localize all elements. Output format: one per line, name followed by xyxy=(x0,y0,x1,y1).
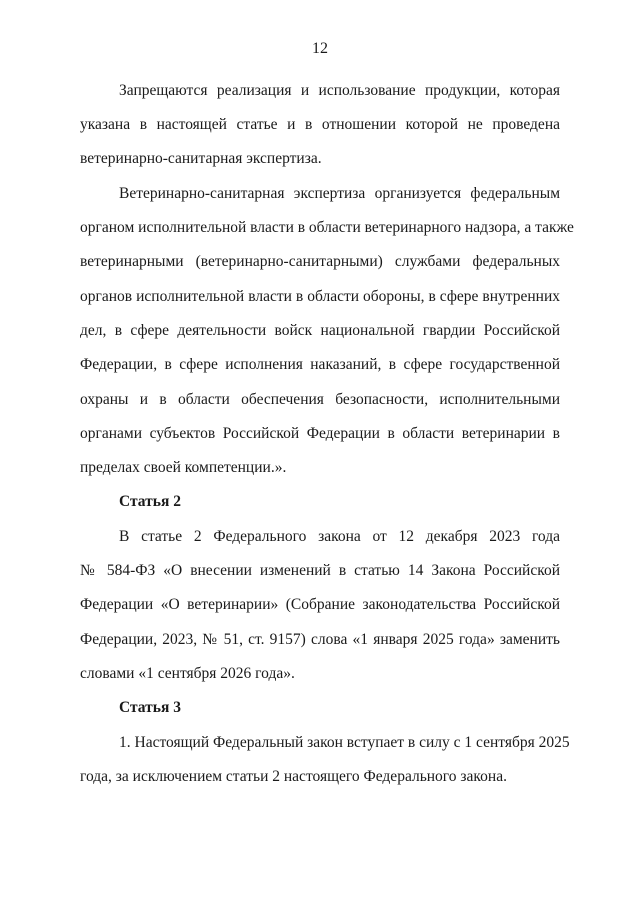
text-line: Ветеринарно-санитарная экспертиза организуется федеральным xyxy=(119,185,560,202)
text-line: органов исполнительной власти в области обороны, в сфере внутренних xyxy=(80,288,560,305)
article-3-heading: Статья 3 xyxy=(119,699,181,716)
text-line: № 584-ФЗ «О внесении изменений в статью 14 Закона Российской xyxy=(80,562,560,579)
text-line: года, за исключением статьи 2 настоящего Федерального закона. xyxy=(80,768,507,785)
text-line: органом исполнительной власти в области ветеринарного надзора, а также xyxy=(80,219,574,236)
text-line: Федерации, 2023, № 51, ст. 9157) слова «1 января 2025 года» заменить xyxy=(80,631,560,648)
text-line: дел, в сфере деятельности войск национальной гвардии Российской xyxy=(80,322,560,339)
text-line: словами «1 сентября 2026 года». xyxy=(80,665,295,682)
text-line: Запрещаются реализация и использование продукции, которая xyxy=(119,82,560,99)
text-line: указана в настоящей статье и в отношении которой не проведена xyxy=(80,116,560,133)
text-line: органами субъектов Российской Федерации в области ветеринарии в xyxy=(80,425,560,442)
text-line: В статье 2 Федерального закона от 12 декабря 2023 года xyxy=(119,528,560,545)
text-line: ветеринарно-санитарная экспертиза. xyxy=(80,150,322,167)
article-2-heading: Статья 2 xyxy=(119,493,181,510)
text-line: Федерации, в сфере исполнения наказаний, в сфере государственной xyxy=(80,356,560,373)
text-line: 1. Настоящий Федеральный закон вступает в силу с 1 сентября 2025 xyxy=(119,734,570,751)
text-line: ветеринарными (ветеринарно-санитарными) службами федеральных xyxy=(80,253,560,270)
page-number: 12 xyxy=(312,40,328,57)
text-line: Федерации «О ветеринарии» (Собрание законодательства Российской xyxy=(80,596,560,613)
text-line: пределах своей компетенции.». xyxy=(80,459,287,476)
text-line: охраны и в области обеспечения безопасности, исполнительными xyxy=(80,391,560,408)
